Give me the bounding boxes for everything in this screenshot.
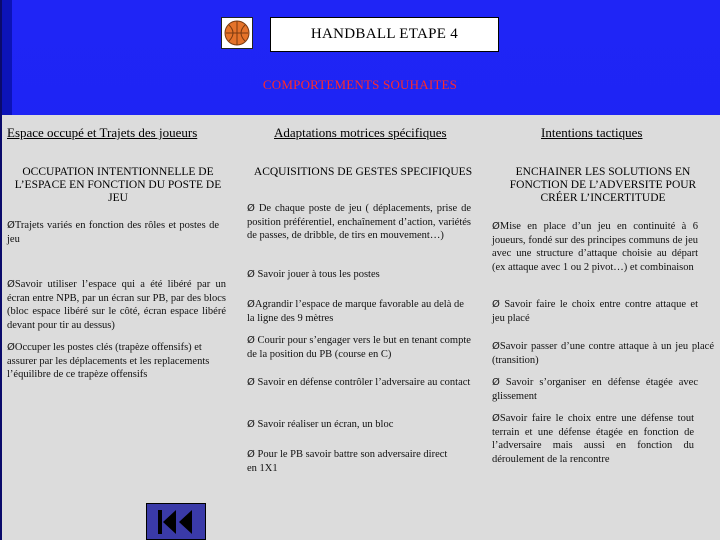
item-text: Trajets variés en fonction des rôles et postes de jeu xyxy=(7,220,219,245)
item-text: Savoir passer d’une contre attaque à un jeu placé (transition) xyxy=(492,341,714,366)
list-item xyxy=(247,448,457,475)
bullet-arrow-icon: Ø xyxy=(247,335,255,346)
bullet-arrow-icon: Ø xyxy=(7,342,15,353)
list-item xyxy=(247,334,471,361)
list-item xyxy=(247,418,471,432)
list-item xyxy=(247,298,471,325)
item-text: Mise en place d’un jeu en continuité à 6 joueurs, fondé sur des principes communs de jeu avec une structure d’attaque choisie au départ (ex attaque avec 1 ou 2 pivot…) et combinaison xyxy=(492,221,698,273)
list-item xyxy=(492,220,698,274)
bullet-arrow-icon: Ø xyxy=(247,299,255,310)
bullet-arrow-icon: Ø xyxy=(492,413,500,424)
bullet-arrow-icon: Ø xyxy=(492,341,500,352)
column-heading-adaptations: Adaptations motrices spécifiques xyxy=(274,125,447,140)
list-item xyxy=(247,376,471,390)
item-text: Occuper les postes clés (trapèze offensifs) et assurer par les déplacements et les replacements l’équilibre de ce trapèze offensifs xyxy=(7,342,210,380)
bullet-arrow-icon: Ø xyxy=(247,377,255,388)
item-text: Savoir s’organiser en défense étagée avec glissement xyxy=(492,377,699,402)
bullet-arrow-icon: Ø xyxy=(247,419,255,430)
bullet-arrow-icon: Ø xyxy=(492,377,500,388)
bullet-arrow-icon: Ø xyxy=(492,299,500,310)
item-text: Savoir réaliser un écran, un bloc xyxy=(257,419,394,430)
go-first-icon xyxy=(154,507,198,537)
item-text: Savoir faire le choix entre contre attaque et jeu placé xyxy=(492,299,698,324)
go-first-button[interactable] xyxy=(146,503,206,540)
block-title-occupation: OCCUPATION INTENTIONNELLE DE L’ESPACE EN FONCTION DU POSTE DE JEU xyxy=(14,166,222,204)
item-text: Savoir jouer à tous les postes xyxy=(257,269,380,280)
item-text: Savoir en défense contrôler l’adversaire au contact xyxy=(257,377,471,388)
page-title: HANDBALL ETAPE 4 xyxy=(270,17,499,52)
item-text: Agrandir l’espace de marque favorable au delà de la ligne des 9 mètres xyxy=(247,299,464,324)
list-item xyxy=(7,219,219,246)
list-item xyxy=(7,341,222,382)
bullet-arrow-icon: Ø xyxy=(492,221,500,232)
list-item xyxy=(492,298,698,325)
column-heading-espace: Espace occupé et Trajets des joueurs xyxy=(7,125,198,140)
list-item xyxy=(7,278,226,332)
bullet-arrow-icon: Ø xyxy=(7,279,15,290)
item-text: Pour le PB savoir battre son adversaire direct en 1X1 xyxy=(247,449,448,474)
list-item xyxy=(247,202,471,243)
item-text: Savoir faire le choix entre une défense tout terrain et une défense étagée en fonction de l’adversaire mais aussi en fonction du déroulement de la rencontre xyxy=(492,413,694,465)
item-text: De chaque poste de jeu ( déplacements, prise de position préférentiel, enchaînement d’action, variétés de passes, de dribble, de tirs en mouvement…) xyxy=(247,203,471,241)
list-item xyxy=(492,412,694,466)
bullet-arrow-icon: Ø xyxy=(7,220,15,231)
bullet-arrow-icon: Ø xyxy=(247,449,255,460)
item-text: Savoir utiliser l’espace qui a été libéré par un écran entre NPB, par un écran sur PB, par des blocs (bloc espace libéré sur le côté, écran espace libéré devant pour tir au dessus) xyxy=(7,279,226,331)
column-heading-intentions: Intentions tactiques xyxy=(541,125,643,140)
handball-icon xyxy=(221,17,253,49)
block-title-acquisitions: ACQUISITIONS DE GESTES SPECIFIQUES xyxy=(253,166,473,178)
bullet-arrow-icon: Ø xyxy=(247,269,255,280)
list-item xyxy=(492,376,698,403)
section-subtitle: COMPORTEMENTS SOUHAITES xyxy=(262,77,458,92)
item-text: Courir pour s’engager vers le but en tenant compte de la position du PB (course en C) xyxy=(247,335,471,360)
block-title-enchainer: ENCHAINER LES SOLUTIONS EN FONCTION DE L’ADVERSITE POUR CRÉER L’INCERTITUDE xyxy=(509,166,697,204)
bullet-arrow-icon: Ø xyxy=(247,203,255,214)
list-item xyxy=(492,340,714,367)
content-table xyxy=(2,115,720,540)
list-item xyxy=(247,268,471,282)
